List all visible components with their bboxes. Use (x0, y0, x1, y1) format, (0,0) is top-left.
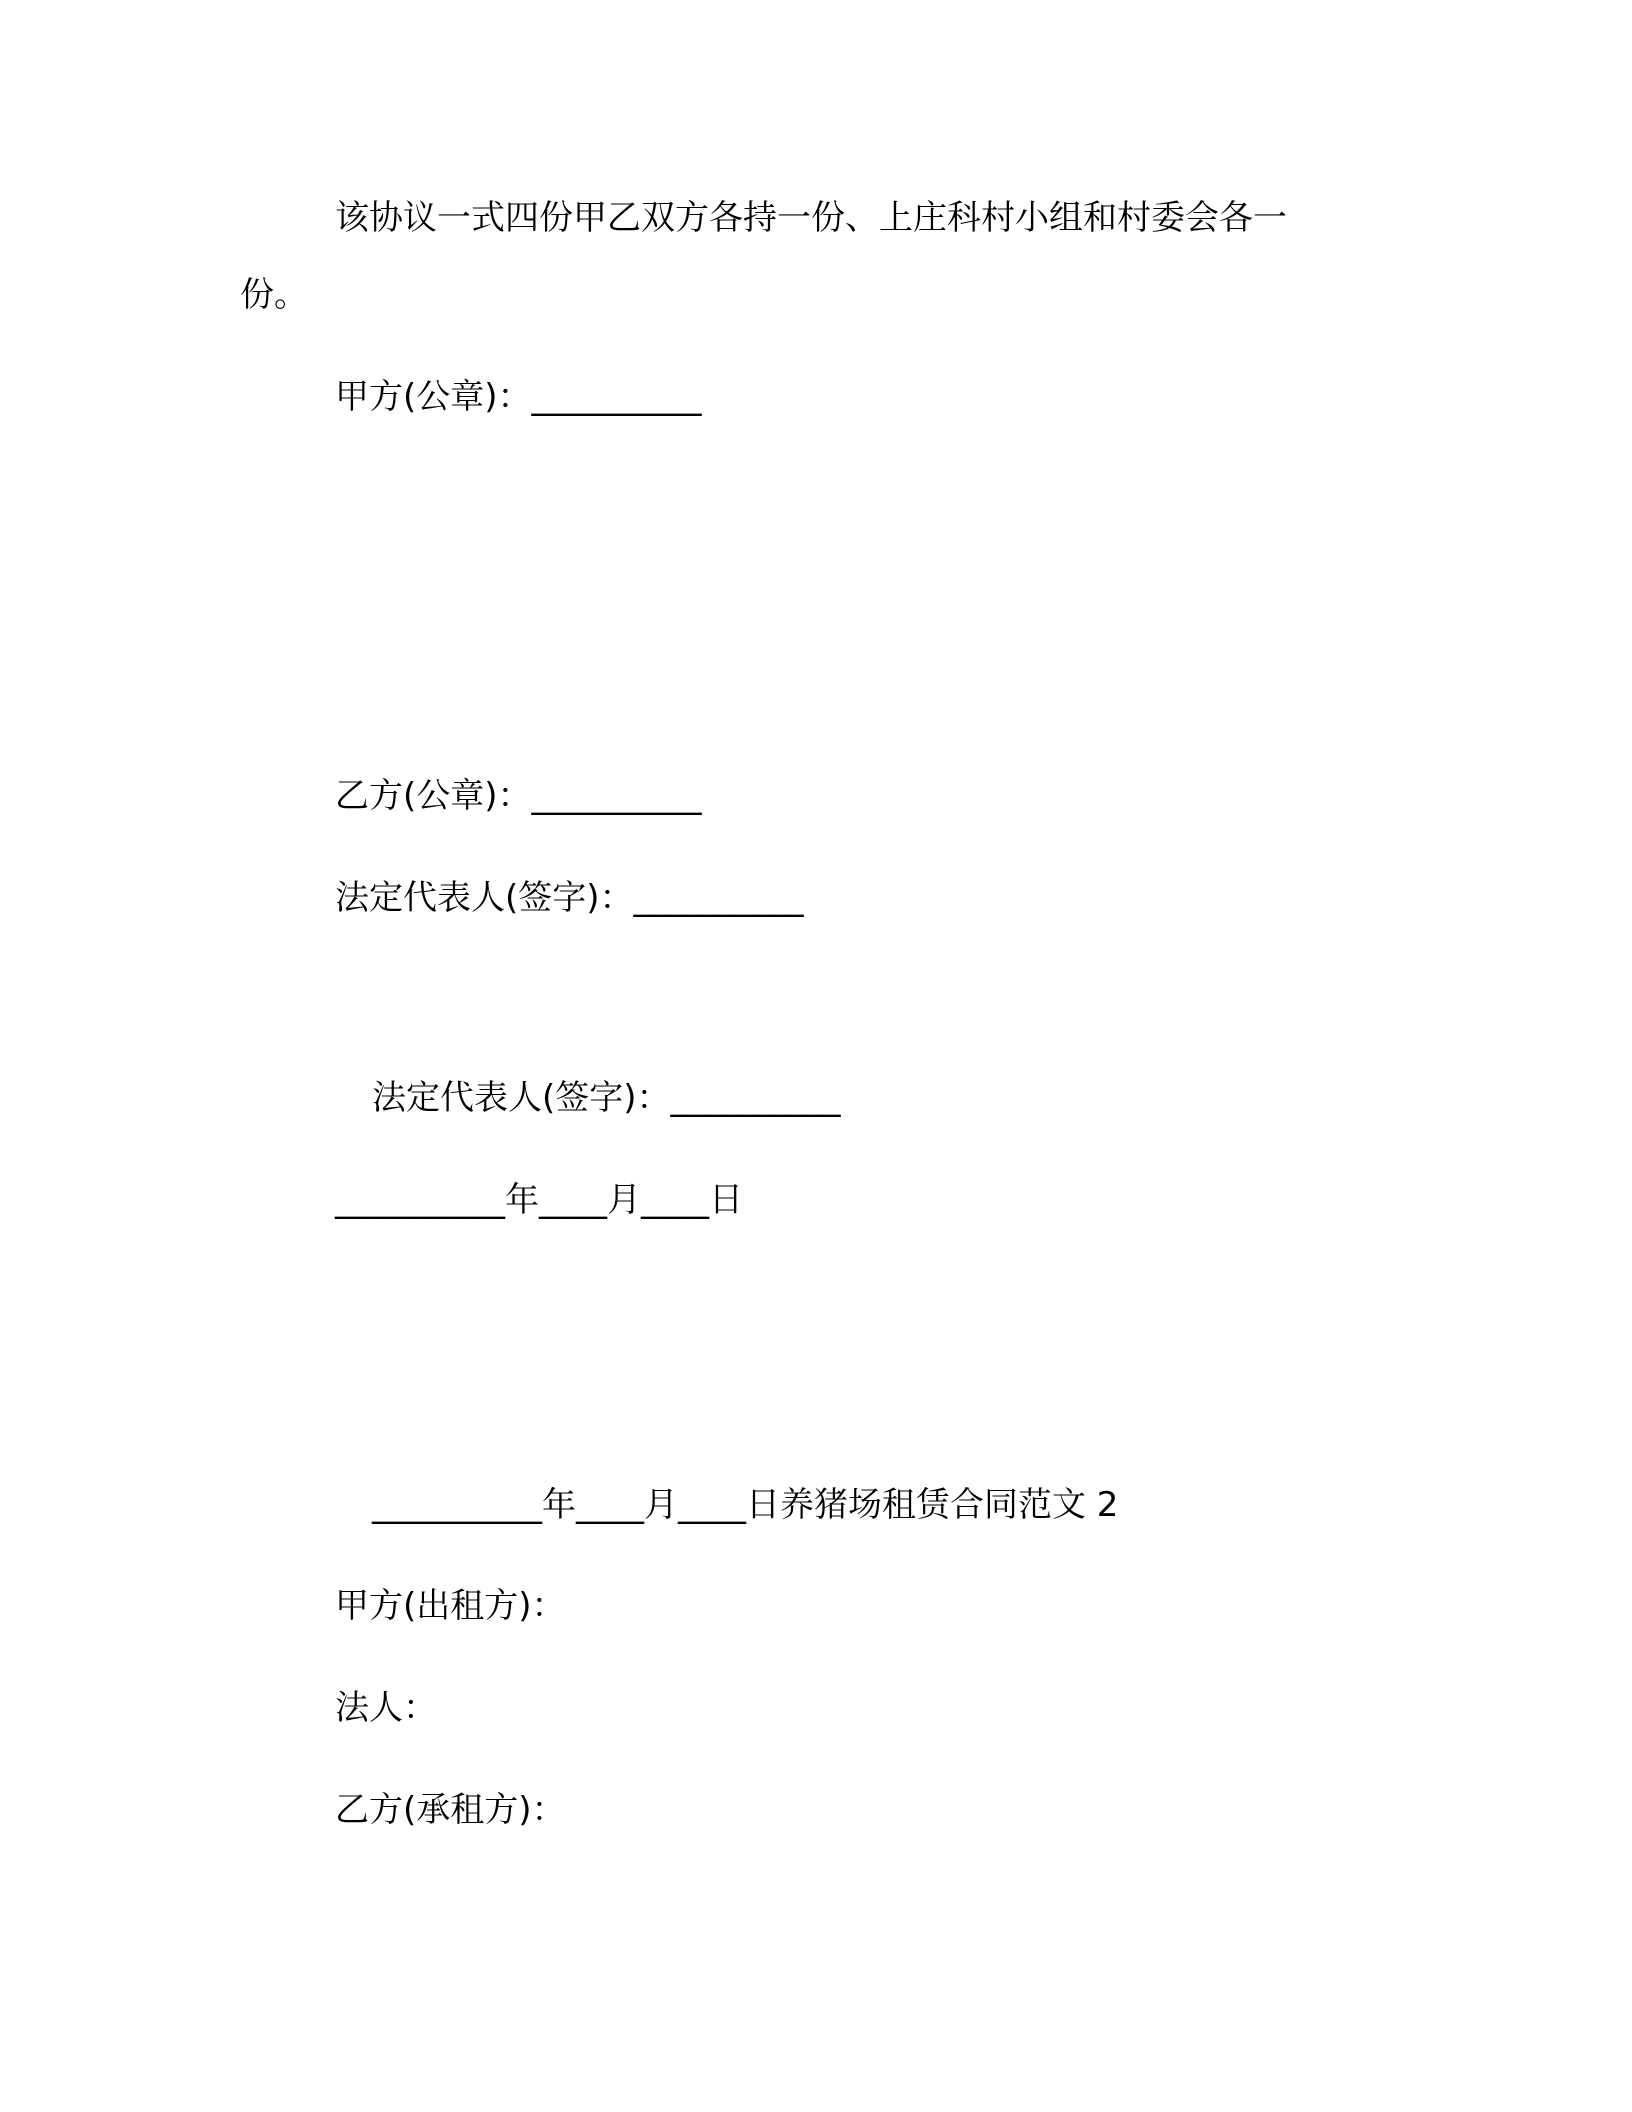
legal-rep-signature-line-1: 法定代表人(签字)：__________ (335, 878, 804, 918)
legal-person-label: 法人： (335, 1688, 437, 1728)
date-line: __________年____月____日 (335, 1180, 743, 1220)
agreement-copies-line-2: 份。 (240, 275, 308, 315)
party-b-seal-line: 乙方(公章)：__________ (335, 776, 702, 816)
agreement-copies-line-1: 该协议一式四份甲乙双方各持一份、上庄科村小组和村委会各一 (335, 198, 1287, 238)
lessee-label: 乙方(承租方)： (335, 1790, 566, 1830)
next-contract-title: __________年____月____日养猪场租赁合同范文 2 (372, 1485, 1119, 1525)
party-a-seal-line: 甲方(公章)：__________ (335, 377, 702, 417)
legal-rep-signature-line-2: 法定代表人(签字)：__________ (372, 1078, 841, 1118)
lessor-label: 甲方(出租方)： (335, 1586, 566, 1626)
